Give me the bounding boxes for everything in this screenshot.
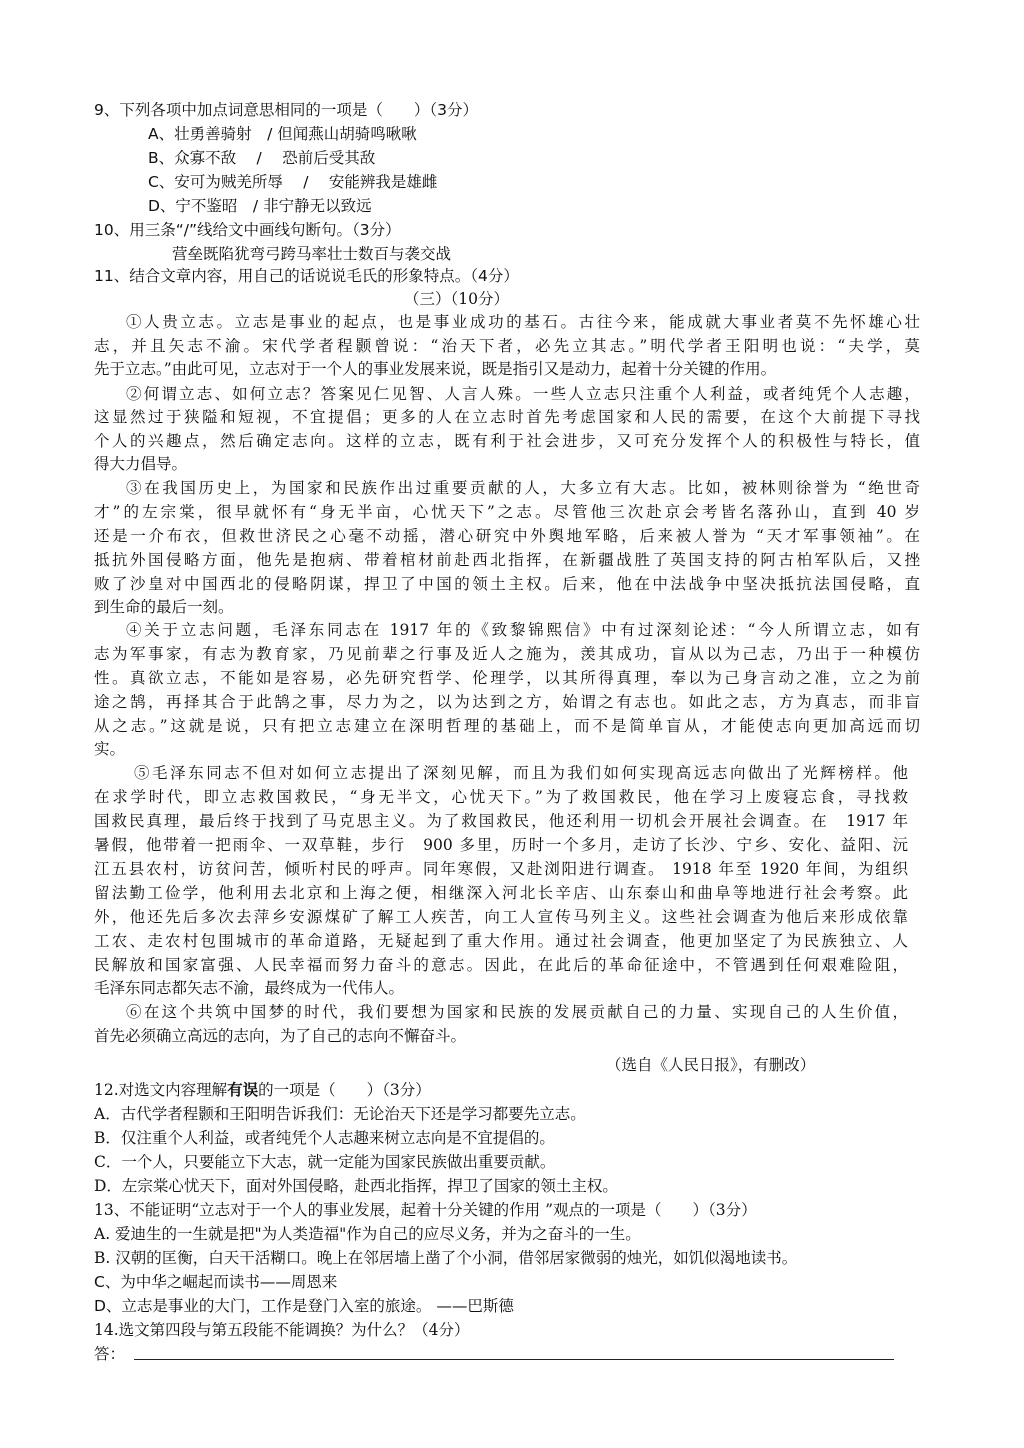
q12-option-a: A．古代学者程颢和王阳明告诉我们：无论治天下还是学习都要先立志。	[94, 1105, 586, 1123]
q12-option-d: D．左宗棠心忧天下，面对外国侵略，赴西北指挥，捍卫了国家的领土主权。	[94, 1177, 618, 1195]
passage-line-12: 败了沙皇对中国西北的侵略阴谋，捍卫了中国的领土主权。后来，他在中法战争中坚决抵抗法国侵略，直	[94, 575, 920, 593]
passage-line-22: 国救民真理，最后终于找到了马克思主义。为了救国救民，他还利用一切机会开展社会调查。在 1917 年	[94, 812, 908, 830]
q10-stem: 10、用三条“/”线给文中画线句断句。（3分）	[94, 221, 401, 239]
q14-answer-line[interactable]	[134, 1359, 894, 1360]
passage-line-10: 还是一介布衣，但救世济民之心毫不动摇，潜心研究中外舆地军略，后来被人誉为 “天才军事领袖”。在	[94, 527, 920, 545]
passage-line-26: 外，他还先后多次去萍乡安源煤矿了解工人疾苦，向工人宣传马列主义。这些社会调查为他后来形成依靠	[94, 908, 908, 926]
passage-line-28: 民解放和国家富强、人民幸福而努力奋斗的意志。因此，在此后的革命征途中，不管遇到任何艰难险阻，	[94, 956, 908, 974]
passage-line-30: ⑥在这个共筑中国梦的时代，我们要想为国家和民族的发展贡献自己的力量、实现自己的人生价值，	[126, 1003, 908, 1021]
passage-line-19: 实。	[94, 740, 126, 758]
q13-option-c: C、为中华之崛起而读书——周恩来	[94, 1273, 338, 1291]
q9-option-d: D、宁不鉴昭 / 非宁静无以致远	[148, 197, 372, 215]
passage-line-16: 性。真欲立志，不能如是容易，必先研究哲学、伦理学，以其所得真理，奉以为己身言动之准，立之为前	[94, 669, 920, 687]
passage-line-13: 到生命的最后一刻。	[94, 598, 234, 616]
q12-option-b: B．仅注重个人利益，或者纯凭个人志趣来树立志向是不宜提倡的。	[94, 1129, 555, 1147]
passage-line-3: 先于立志。”由此可见，立志对于一个人的事业发展来说，既是指引又是动力，起着十分关键的作用。	[94, 360, 777, 378]
q13-option-d: D、立志是事业的大门，工作是登门入室的旅途。 ——巴斯德	[94, 1297, 514, 1315]
q13-option-a: A. 爱迪生的一生就是把"为人类造福"作为自己的应尽义务，并为之奋斗的一生。	[94, 1225, 641, 1243]
q9-option-a: A、壮勇善骑射 / 但闻燕山胡骑鸣啾啾	[148, 125, 417, 143]
q12-stem-pre: 12.对选文内容理解	[94, 1081, 228, 1099]
passage-line-15: 志为军事家，有志为教育家，乃见前辈之行事及近人之施为，羡其成功，盲从以为己志，乃出于一种模仿	[94, 645, 920, 663]
passage-line-5: 这显然过于狭隘和短视，不宜提倡；更多的人在立志时首先考虑国家和人民的需要，在这个大前提下寻找	[94, 408, 920, 426]
q14-stem: 14.选文第四段与第五段能不能调换？为什么？（4分）	[94, 1321, 470, 1339]
passage-line-7: 得大力倡导。	[94, 455, 188, 473]
passage-line-27: 工农、走农村包围城市的革命道路，无疑起到了重大作用。通过社会调查，他更加坚定了为民族独立、人	[94, 932, 908, 950]
q12-option-c: C．一个人，只要能立下大志，就一定能为国家民族做出重要贡献。	[94, 1153, 556, 1171]
passage-line-21: 在求学时代，即立志救国救民，“身无半文，心忧天下。”为了救国救民，他在学习上废寝忘食，寻找救	[94, 788, 908, 806]
passage-line-2: 志，并且矢志不渝。宋代学者程颢曾说：“治天下者，必先立其志。”明代学者王阳明也说：“夫学，莫	[94, 337, 920, 355]
q12-stem	[94, 1079, 431, 1101]
passage-line-25: 留法勤工俭学，他利用去北京和上海之便，相继深入河北长辛店、山东泰山和曲阜等地进行社会考察。此	[94, 884, 908, 902]
passage-line-11: 抵抗外国侵略方面，他先是抱病、带着棺材前赴西北指挥，在新疆战胜了英国支持的阿古柏军队后，又挫	[94, 551, 920, 569]
section3-heading: （三）（10分）	[404, 290, 509, 308]
passage-line-20: ⑤毛泽东同志不但对如何立志提出了深刻见解，而且为我们如何实现高远志向做出了光辉榜样。他	[134, 764, 908, 782]
q9-option-b: B、众寡不敌 / 恐前后受其敌	[148, 149, 376, 167]
q9-stem: 9、下列各项中加点词意思相同的一项是（ ）（3分）	[94, 101, 478, 119]
passage-line-1: ①人贵立志。立志是事业的起点，也是事业成功的基石。古往今来，能成就大事业者莫不先怀雄心壮	[126, 313, 920, 331]
passage-line-9: 才”的左宗棠，很早就怀有“身无半亩，心忧天下”之志。尽管他三次赴京会考皆名落孙山，直到 40 岁	[94, 503, 920, 521]
passage-line-31: 首先必须确立高远的志向，为了自己的志向不懈奋斗。	[94, 1027, 467, 1045]
q14-answer-label: 答：	[94, 1345, 126, 1363]
passage-line-14: ④关于立志问题，毛泽东同志在 1917 年的《致黎锦熙信》中有过深刻论述：“今人所谓立志，如有	[126, 621, 920, 639]
passage-line-18: 从之志。”这就是说，只有把立志建立在深明哲理的基础上，而不是简单盲从，才能使志向更加高远而切	[94, 717, 920, 735]
passage-line-23: 暑假，他带着一把雨伞、一双草鞋，步行 900 多里，历时一个多月，走访了长沙、宁乡、安化、益阳、沅	[94, 836, 908, 854]
passage-line-6: 个人的兴趣点，然后确定志向。这样的立志，既有利于社会进步，又可充分发挥个人的积极性与特长，值	[94, 432, 920, 450]
q12-stem-emphasis: 有误	[227, 1080, 259, 1099]
passage-line-4: ②何谓立志、如何立志？答案见仁见智、人言人殊。一些人立志只注重个人利益，或者纯凭个人志趣，	[126, 385, 920, 403]
q9-option-c: C、安可为贼羌所辱 / 安能辨我是雄雌	[148, 173, 438, 191]
passage-line-17: 途之鹄，再择其合于此鹄之事，尽力为之，以为达到之方，始谓之有志也。如此之志，方为真志，而非盲	[94, 693, 920, 711]
passage-line-8: ③在我国历史上，为国家和民族作出过重要贡献的人，大多立有大志。比如，被林则徐誉为 “绝世奇	[126, 479, 920, 497]
passage-line-29: 毛泽东同志都矢志不渝，最终成为一代伟人。	[94, 979, 405, 997]
passage-line-24: 江五县农村，访贫问苦，倾听村民的呼声。同年寒假，又赴浏阳进行调查。 1918 年至 1920 年间，为组织	[94, 860, 908, 878]
q12-stem-post: 的一项是（ ）（3分）	[258, 1081, 431, 1099]
q13-stem: 13、不能证明“立志对于一个人的事业发展，起着十分关键的作用 ”观点的一项是（ ）（3分）	[94, 1201, 757, 1219]
q13-option-b: B. 汉朝的匡衡，白天干活糊口。晚上在邻居墙上凿了个小洞，借邻居家微弱的烛光，如饥似渴地读书。	[94, 1249, 798, 1267]
q11-stem: 11、结合文章内容，用自己的话说说毛氏的形象特点。（4分）	[94, 267, 519, 285]
q10-sentence: 营垒既陷犹弯弓跨马率壮士数百与袭交战	[172, 245, 452, 263]
passage-source: （选自《人民日报》，有删改）	[606, 1056, 816, 1074]
